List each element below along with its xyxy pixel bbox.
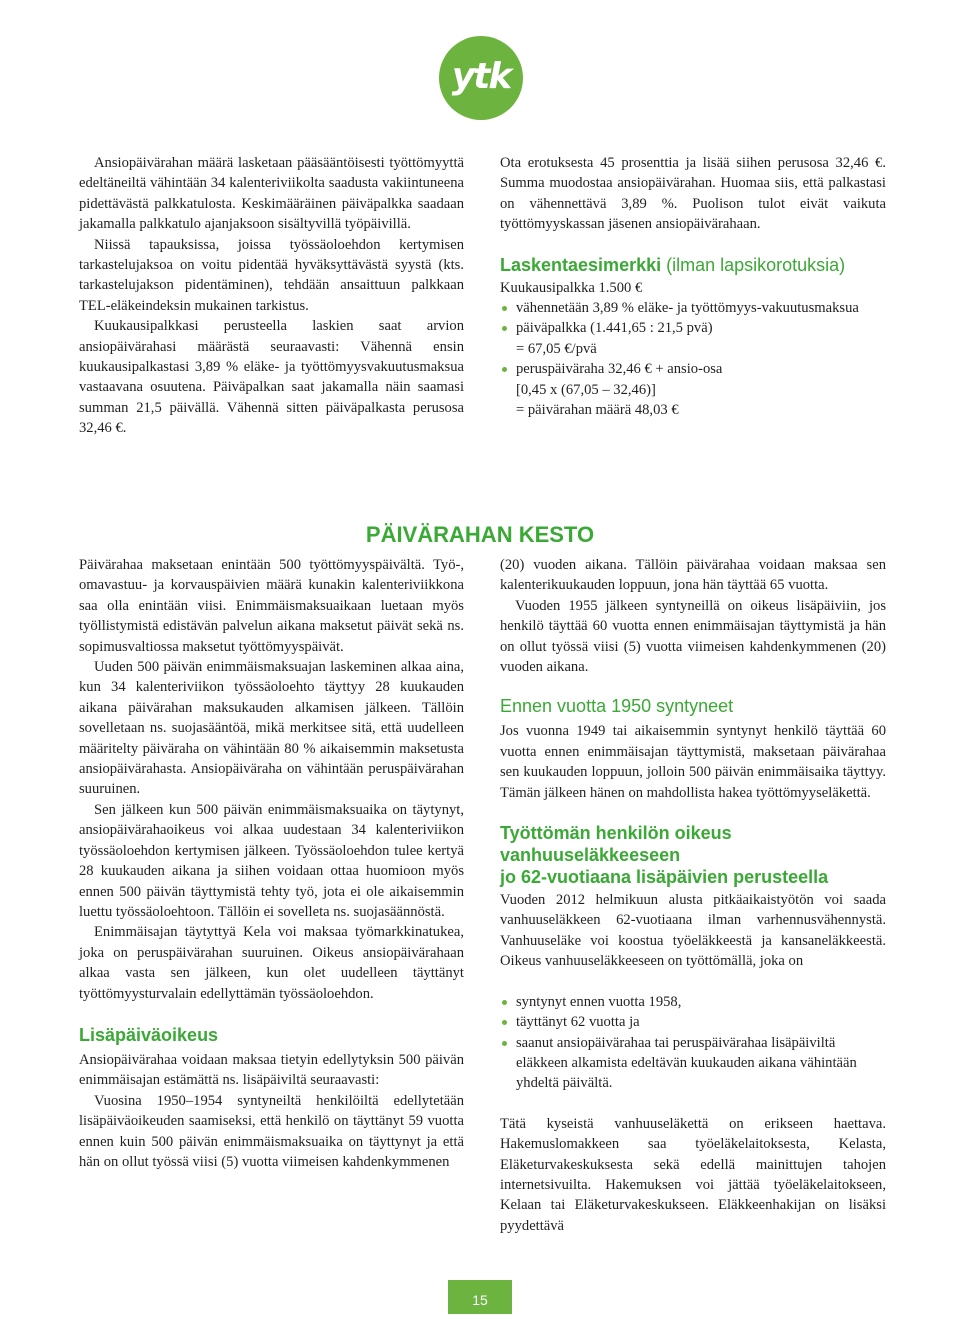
list-item <box>500 992 886 1012</box>
paragraph: Tätä kyseistä vanhuuseläkettä on erikseen haettava. Hakemuslomakkeen saa työeläkelaitoksesta, Kelasta, Eläketurvakeskuksesta sekä edellä mainittujen tahojen internetsivuilta. Hakemuksen voi jättää työeläkelaitokseen, Kelaan tai Eläketurvakeskukseen. Eläkkeenhakijan on lisäksi pyydettävä <box>500 1115 886 1234</box>
page-number: 15 <box>448 1280 512 1314</box>
example-list <box>500 298 886 339</box>
paragraph: Ota erotuksesta 45 prosenttia ja lisää siihen perusosa 32,46 €. Summa muodostaa ansiopäivärahan. Huomaa siis, että palkastasi on vähennettävä 3,89 %. Puolison tulot eivät vaikuta työttömyyskassan jäsenen ansiopäivärahaan. <box>500 155 886 233</box>
list-continuation: [0,45 x (67,05 – 32,46)] <box>516 381 656 398</box>
list-item <box>500 1033 886 1094</box>
list-item <box>500 318 886 338</box>
paragraph: Niissä tapauksissa, joissa työssäoloehdon kertymisen tarkastelujaksoa on voitu pidentää hyväksyttävästä syystä (kts. tarkastelujakson pidentäminen), tehdään ansaittuun palkkaan TEL-eläkeindeksin mukainen tarkistus. <box>79 236 464 314</box>
bottom-left-column <box>79 555 464 1172</box>
paragraph: Ansiopäivärahan määrä lasketaan pääsääntöisesti työttömyyttä edeltäneiltä vähintään 34 kalenteriviikolta saadusta vakiintuneena pidettävästä palkkatulosta. Keskimääräinen päiväpalkka saadaan jakamalla palkkatulo ajanjaksoon sisältyvillä työpäivillä. <box>79 155 464 233</box>
top-right-column <box>500 153 886 420</box>
example-heading <box>500 254 886 276</box>
paragraph: Kuukausipalkkasi perusteella laskien saat arvion ansiopäivärahasi määrästä seuraavasti: Vähennä ensin kuukausipalkastasi 3,89 % eläke- ja työttömyysvakuutusmaksua vastaavana osuutena. Päiväpalkan saat jakamalla näin saamasi summan 21,5 päivällä. Vähennä sitten päiväpalkasta perusosa 32,46 €. <box>79 318 464 437</box>
list-item-text: päiväpalkka (1.441,65 : 21,5 pvä) <box>516 320 713 337</box>
old-age-pension-heading-line1: Työttömän henkilön oikeus vanhuuseläkkeeseen <box>500 823 732 866</box>
eligibility-list <box>500 992 886 1094</box>
list-item-text: saanut ansiopäivärahaa tai peruspäivärahaa lisäpäiviltä eläkkeen alkamista edeltävän kuukauden aikana vähintään yhdeltä päivältä. <box>516 1034 857 1092</box>
ytk-logo <box>439 36 523 120</box>
paragraph: Uuden 500 päivän enimmäismaksuajan laskeminen alkaa aina, kun 34 kalenteriviikon työssäoloehto täyttyy 28 kuukauden aikana päivärahan maksukauden alkamisen jälkeen. Tällöin sovelletaan ns. suojasääntöä, mikä merkitsee sitä, että uudelleen määritelty päiväraha on vähintään 80 % aikaisemmin maksetusta ansiopäivärahasta. Ansiopäiväraha on vähintään peruspäivärahan suuruinen. <box>79 659 464 798</box>
example-heading-bold: Laskentaesimerkki <box>500 254 662 275</box>
list-continuation: = 67,05 €/pvä <box>516 340 597 357</box>
list-item-text: syntynyt ennen vuotta 1958, <box>516 993 682 1010</box>
list-item-text: täyttänyt 62 vuotta ja <box>516 1014 640 1031</box>
paragraph: Vuoden 1955 jälkeen syntyneillä on oikeus lisäpäiviin, jos henkilö täyttää 60 vuotta ennen enimmäisajan täyttymistä ja hän on ollut työssä viisi (5) vuotta viimeisen kahdenkymmenen (20) vuoden aikana. <box>500 597 886 676</box>
list-continuation: = päivärahan määrä 48,03 € <box>516 402 679 419</box>
list-item-text: peruspäiväraha 32,46 € + ansio-osa <box>516 361 723 378</box>
paragraph: (20) vuoden aikana. Tällöin päivärahaa voidaan maksaa sen kalenterikuukauden loppuun, jona hän täyttää 65 vuotta. <box>500 557 886 594</box>
section-title: PÄIVÄRAHAN KESTO <box>365 522 595 547</box>
bottom-right-column <box>500 555 886 1236</box>
list-item-text: vähennetään 3,89 % eläke- ja työttömyys-vakuutusmaksua <box>516 300 859 317</box>
top-left-column <box>79 153 464 439</box>
paragraph: Päivärahaa maksetaan enintään 500 työttömyyspäivältä. Työ-, omavastuu- ja korvauspäivien määrä kunakin kalenteriviikkona saa olla enintään viisi. Enimmäismaksuaikaan luetaan myös työllistymistä edistävän palvelun aikana maksetut päivät sekä ns. sopimusvaltiossa maksetut työttömyyspäivät. <box>79 557 464 655</box>
example-salary: Kuukausipalkka 1.500 € <box>500 279 643 296</box>
logo-text: ytk <box>451 55 511 97</box>
paragraph: Enimmäisajan täytyttyä Kela voi maksaa työmarkkinatukea, joka on peruspäivärahan suuruinen. Oikeus ansiopäivärahaan alkaa vasta sen jälkeen, kun olet uudelleen täyttänyt työttömyysturvalain edellyttämän työssäoloehdon. <box>79 924 464 1002</box>
born-before-1950-heading: Ennen vuotta 1950 syntyneet <box>500 696 734 717</box>
example-list-2 <box>500 359 886 379</box>
paragraph: Ansiopäivärahaa voidaan maksaa tietyin edellytyksin 500 päivän enimmäisajan estämättä ns. lisäpäiviltä seuraavasti: <box>79 1051 464 1089</box>
list-item <box>500 1012 886 1032</box>
paragraph: Vuoden 2012 helmikuun alusta pitkäaikaistyötön voi saada vanhuuseläkkeen 62-vuotiaana ilman varhennusvähennystä. Vanhuuseläke voi koostua työeläkkeestä ja kansaneläkkeestä. Oikeus vanhuuseläkkeeseen on työttömällä, joka on <box>500 892 886 970</box>
list-item <box>500 298 886 318</box>
paragraph: Vuosina 1950–1954 syntyneiltä henkilöiltä edellytetään lisäpäiväoikeuden saamiseksi, että henkilö on täyttänyt 59 vuotta ennen kuin 500 päivän enimmäismaksuaika on täyttynyt ja että hän on ollut työssä viisi (5) vuotta viimeisen kahdenkymmenen <box>79 1092 464 1170</box>
lisapaiva-heading: Lisäpäiväoikeus <box>79 1024 219 1045</box>
example-heading-rest: (ilman lapsikorotuksia) <box>661 254 846 275</box>
paragraph: Sen jälkeen kun 500 päivän enimmäismaksuaika on täytynyt, ansiopäivärahaoikeus voi alkaa uudestaan 34 kalenteriviikon työssäoloehdon kertymisen jälkeen. Työssäoloehdon tulee kertyä 28 kuukauden aikana ja siihen voidaan ottaa huomioon myös ennen 500 päivän täyttymistä tehty työ, jota ei ole aikaisemmin luettu työssäoloehtoon. Tällöin ei sovelleta ns. suojasäännöstä. <box>79 801 464 920</box>
paragraph: Jos vuonna 1949 tai aikaisemmin syntynyt henkilö täyttää 60 vuotta ennen enimmäisajan täyttymistä, maksetaan päivärahaa sen kuukauden loppuun, jolloin 500 päivän enimmäisaika täyttyy. Tämän jälkeen hänen on mahdollista hakea työttömyyseläkettä. <box>500 723 886 801</box>
list-item <box>500 359 886 379</box>
old-age-pension-heading-line2: jo 62-vuotiaana lisäpäivien perusteella <box>500 867 829 888</box>
